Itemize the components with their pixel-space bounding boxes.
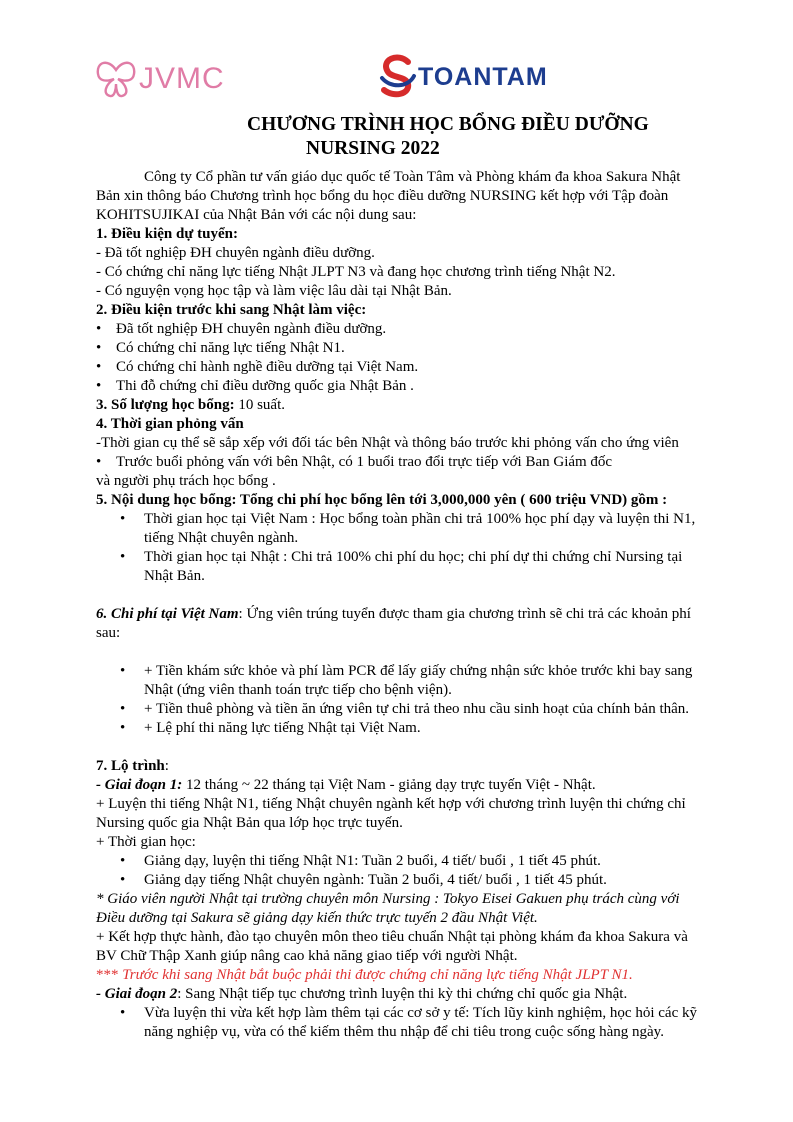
- title-line-2: NURSING 2022: [306, 138, 440, 159]
- document-body: [96, 168, 701, 1042]
- phase-2-item: • Vừa luyện thi vừa kết hợp làm thêm tại các cơ sở y tế: Tích lũy kinh nghiệm, học hỏi các kỹ năng nghiệp vụ, vừa có thể kiếm thêm thu nhập để chi tiêu trong cuộc sống hàng ngày.: [120, 1005, 697, 1040]
- page-title: [247, 113, 707, 161]
- intro-paragraph: Công ty Cổ phần tư vấn giáo dục quốc tế Toàn Tâm và Phòng khám đa khoa Sakura Nhật Bản xin thông báo Chương trình học bổng du học điều dưỡng NURSING kết hợp với Tập đoàn KOHITSUJIKAI của Nhật Bản với các nội dung sau:: [96, 169, 681, 223]
- section-6-item: • + Tiền khám sức khỏe và phí làm PCR để lấy giấy chứng nhận sức khỏe trước khi bay sang Nhật (ứng viên thanh toán trực tiếp cho bệnh viện).: [120, 663, 693, 698]
- study-time-label: + Thời gian học:: [96, 834, 196, 850]
- section-6-item: • + Tiền thuê phòng và tiền ăn ứng viên tự chi trả theo nhu cầu sinh hoạt của chính bản thân.: [120, 701, 690, 717]
- title-line-1: CHƯƠNG TRÌNH HỌC BỔNG ĐIỀU DƯỠNG: [247, 114, 649, 135]
- bullet-icon: •: [96, 378, 102, 394]
- bullet-icon: •: [120, 511, 126, 527]
- bullet-icon: •: [120, 1005, 126, 1021]
- section-1-item: - Đã tốt nghiệp ĐH chuyên ngành điều dưỡng.: [96, 245, 375, 261]
- section-6: 6. Chi phí tại Việt Nam: Ứng viên trúng tuyển được tham gia chương trình sẽ chi trả các khoản phí sau:: [96, 606, 691, 641]
- bullet-icon: •: [120, 663, 126, 679]
- schedule-item: • Giảng dạy tiếng Nhật chuyên ngành: Tuần 2 buổi, 4 tiết/ buổi , 1 tiết 45 phút.: [120, 872, 607, 888]
- bullet-icon: •: [120, 701, 126, 717]
- bullet-icon: •: [120, 853, 126, 869]
- section-1-heading: 1. Điều kiện dự tuyển:: [96, 226, 238, 242]
- butterfly-icon: [94, 56, 138, 100]
- teacher-note: * Giáo viên người Nhật tại trường chuyên môn Nursing : Tokyo Eisei Gakuen phụ trách cùng với Điều dưỡng tại Sakura sẽ giảng dạy kiến thức trực tuyến 2 đầu Nhật Việt.: [96, 891, 680, 926]
- jvmc-logo-text: JVMC: [139, 62, 225, 95]
- section-4-continuation: và người phụ trách học bổng .: [96, 473, 276, 489]
- toantam-s-icon: [378, 54, 418, 100]
- phase-1-paragraph: + Luyện thi tiếng Nhật N1, tiếng Nhật chuyên ngành kết hợp với chương trình luyện thi chứng chỉ Nursing quốc gia Nhật Bản qua lớp học trực tuyến.: [96, 796, 686, 831]
- jvmc-logo: [94, 56, 234, 100]
- section-2-heading: 2. Điều kiện trước khi sang Nhật làm việc:: [96, 302, 367, 318]
- phase-2-label: - Giai đoạn 2: [96, 986, 178, 1002]
- toantam-logo: [378, 54, 553, 100]
- bullet-icon: •: [120, 872, 126, 888]
- section-5-item: • Thời gian học tại Nhật : Chi trả 100% chi phí du học; chi phí dự thi chứng chỉ Nursing tại Nhật Bản.: [120, 549, 683, 584]
- phase-1: - Giai đoạn 1: 12 tháng ~ 22 tháng tại Việt Nam - giảng dạy trực tuyến Việt - Nhật.: [96, 777, 596, 793]
- bullet-icon: •: [96, 359, 102, 375]
- bullet-icon: •: [120, 549, 126, 565]
- required-note: *** Trước khi sang Nhật bắt buộc phải thi được chứng chỉ năng lực tiếng Nhật JLPT N1.: [96, 967, 633, 983]
- section-2-item: • Có chứng chỉ năng lực tiếng Nhật N1.: [96, 340, 345, 356]
- phase-1-label: - Giai đoạn 1:: [96, 777, 183, 793]
- section-5-heading: 5. Nội dung học bổng: Tổng chi phí học bổng lên tới 3,000,000 yên ( 600 triệu VND) gồm :: [96, 492, 668, 508]
- section-5-item: • Thời gian học tại Việt Nam : Học bổng toàn phần chi trả 100% học phí dạy và luyện thi N1, tiếng Nhật chuyên ngành.: [120, 511, 696, 546]
- section-4-line: -Thời gian cụ thể sẽ sắp xếp với đối tác bên Nhật và thông báo trước khi phỏng vấn cho ứng viên: [96, 435, 679, 451]
- section-6-heading: 6. Chi phí tại Việt Nam: [96, 606, 239, 622]
- section-3: [96, 396, 701, 415]
- toantam-logo-text: TOANTAM: [418, 63, 548, 91]
- section-3-value: 10 suất.: [234, 397, 286, 413]
- section-4-heading: 4. Thời gian phỏng vấn: [96, 416, 244, 432]
- practice-paragraph: + Kết hợp thực hành, đào tạo chuyên môn theo tiêu chuẩn Nhật tại phòng khám đa khoa Sakura và BV Chữ Thập Xanh giúp nâng cao khả năng giao tiếp với người Nhật.: [96, 929, 688, 964]
- section-1-item: - Có chứng chỉ năng lực tiếng Nhật JLPT N3 và đang học chương trình tiếng Nhật N2.: [96, 264, 616, 280]
- section-2-item: • Có chứng chỉ hành nghề điều dưỡng tại Việt Nam.: [96, 359, 419, 375]
- section-2-item: • Đã tốt nghiệp ĐH chuyên ngành điều dưỡng.: [96, 321, 387, 337]
- bullet-icon: •: [96, 340, 102, 356]
- phase-2: - Giai đoạn 2: Sang Nhật tiếp tục chương trình luyện thi kỳ thi chứng chỉ quốc gia Nhật.: [96, 986, 628, 1002]
- schedule-item: • Giảng dạy, luyện thi tiếng Nhật N1: Tuần 2 buổi, 4 tiết/ buổi , 1 tiết 45 phút.: [120, 853, 601, 869]
- section-1-item: - Có nguyện vọng học tập và làm việc lâu dài tại Nhật Bản.: [96, 283, 452, 299]
- bullet-icon: •: [96, 321, 102, 337]
- section-4-bullet: • Trước buổi phỏng vấn với bên Nhật, có 1 buổi trao đổi trực tiếp với Ban Giám đốc: [96, 454, 613, 470]
- section-2-item: • Thi đỗ chứng chỉ điều dưỡng quốc gia Nhật Bản .: [96, 378, 414, 394]
- bullet-icon: •: [96, 454, 102, 470]
- section-7-heading: 7. Lộ trình:: [96, 758, 169, 774]
- section-6-item: • + Lệ phí thi năng lực tiếng Nhật tại Việt Nam.: [120, 720, 421, 736]
- section-3-heading: 3. Số lượng học bổng:: [96, 397, 235, 413]
- bullet-icon: •: [120, 720, 126, 736]
